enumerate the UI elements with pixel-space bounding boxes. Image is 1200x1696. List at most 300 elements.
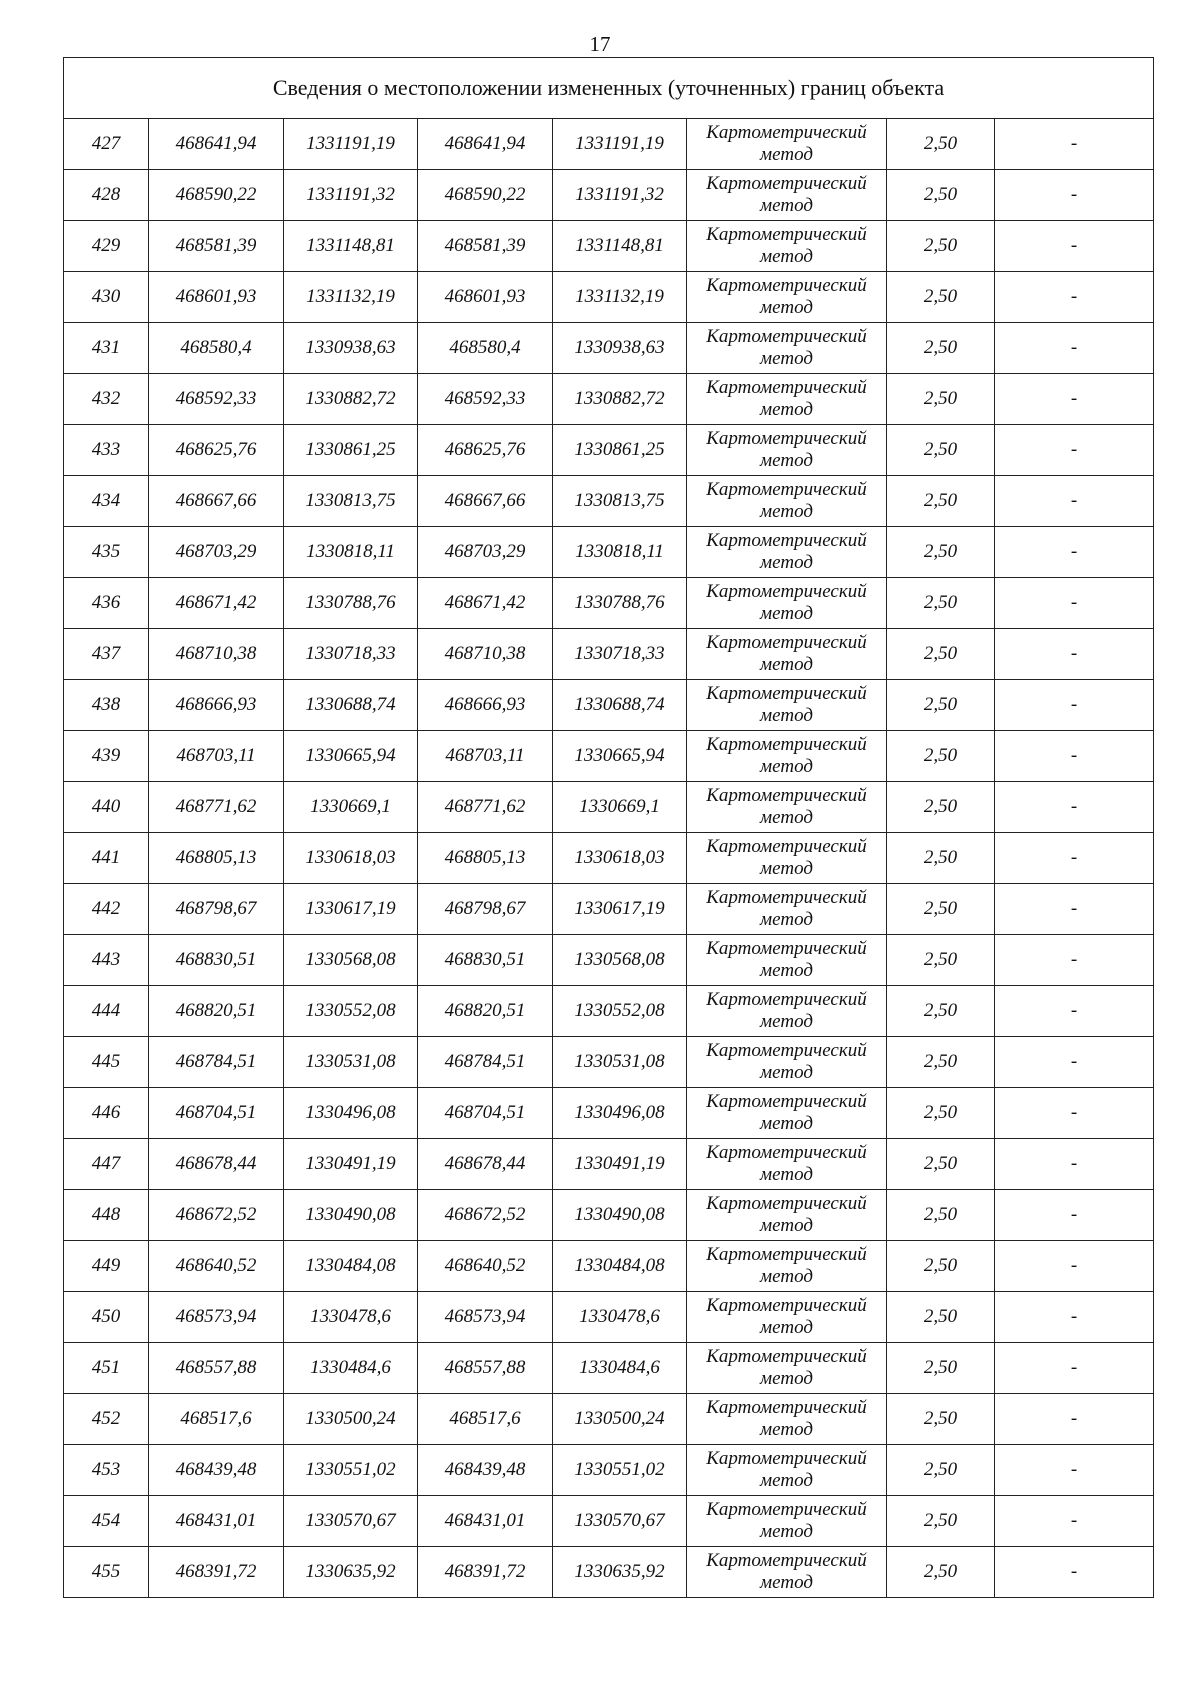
point-number-cell: 449 bbox=[64, 1241, 149, 1292]
table-row bbox=[64, 1445, 1154, 1496]
method-line-2: метод bbox=[760, 1470, 813, 1491]
point-number-cell: 440 bbox=[64, 782, 149, 833]
method-line-1: Картометрический bbox=[706, 938, 867, 959]
x-old-cell: 468641,94 bbox=[149, 119, 284, 170]
method-cell bbox=[687, 170, 887, 221]
method-line-2: метод bbox=[760, 858, 813, 879]
method-cell bbox=[687, 1394, 887, 1445]
y-new-cell: 1330484,6 bbox=[553, 1343, 687, 1394]
x-new-cell: 468678,44 bbox=[418, 1139, 553, 1190]
x-old-cell: 468704,51 bbox=[149, 1088, 284, 1139]
note-cell: - bbox=[995, 884, 1154, 935]
x-new-cell: 468820,51 bbox=[418, 986, 553, 1037]
method-line-1: Картометрический bbox=[706, 173, 867, 194]
y-old-cell: 1330478,6 bbox=[284, 1292, 418, 1343]
y-old-cell: 1330490,08 bbox=[284, 1190, 418, 1241]
point-number-cell: 430 bbox=[64, 272, 149, 323]
x-new-cell: 468581,39 bbox=[418, 221, 553, 272]
x-old-cell: 468439,48 bbox=[149, 1445, 284, 1496]
x-new-cell: 468805,13 bbox=[418, 833, 553, 884]
x-new-cell: 468830,51 bbox=[418, 935, 553, 986]
method-cell bbox=[687, 119, 887, 170]
method-line-2: метод bbox=[760, 552, 813, 573]
point-number-cell: 441 bbox=[64, 833, 149, 884]
x-new-cell: 468517,6 bbox=[418, 1394, 553, 1445]
accuracy-cell: 2,50 bbox=[887, 1292, 995, 1343]
point-number-cell: 438 bbox=[64, 680, 149, 731]
method-line-2: метод bbox=[760, 705, 813, 726]
y-new-cell: 1330568,08 bbox=[553, 935, 687, 986]
method-line-1: Картометрический bbox=[706, 224, 867, 245]
page-number: 17 bbox=[589, 32, 611, 56]
table-row bbox=[64, 629, 1154, 680]
accuracy-cell: 2,50 bbox=[887, 1088, 995, 1139]
x-new-cell: 468703,11 bbox=[418, 731, 553, 782]
method-cell bbox=[687, 935, 887, 986]
y-old-cell: 1330484,6 bbox=[284, 1343, 418, 1394]
method-line-1: Картометрический bbox=[706, 428, 867, 449]
method-line-2: метод bbox=[760, 246, 813, 267]
x-old-cell: 468830,51 bbox=[149, 935, 284, 986]
note-cell: - bbox=[995, 1190, 1154, 1241]
accuracy-cell: 2,50 bbox=[887, 1241, 995, 1292]
method-line-1: Картометрический bbox=[706, 275, 867, 296]
method-cell bbox=[687, 731, 887, 782]
x-old-cell: 468820,51 bbox=[149, 986, 284, 1037]
table-row bbox=[64, 1394, 1154, 1445]
x-new-cell: 468671,42 bbox=[418, 578, 553, 629]
y-new-cell: 1330570,67 bbox=[553, 1496, 687, 1547]
y-old-cell: 1330818,11 bbox=[284, 527, 418, 578]
y-new-cell: 1330813,75 bbox=[553, 476, 687, 527]
table-title: Сведения о местоположении измененных (уточненных) границ объекта bbox=[64, 58, 1154, 119]
point-number-cell: 447 bbox=[64, 1139, 149, 1190]
y-new-cell: 1330491,19 bbox=[553, 1139, 687, 1190]
method-line-2: метод bbox=[760, 960, 813, 981]
y-new-cell: 1330635,92 bbox=[553, 1547, 687, 1598]
note-cell: - bbox=[995, 272, 1154, 323]
method-line-2: метод bbox=[760, 1215, 813, 1236]
method-line-2: метод bbox=[760, 144, 813, 165]
method-line-2: метод bbox=[760, 297, 813, 318]
note-cell: - bbox=[995, 1547, 1154, 1598]
table-row bbox=[64, 272, 1154, 323]
point-number-cell: 428 bbox=[64, 170, 149, 221]
y-old-cell: 1330500,24 bbox=[284, 1394, 418, 1445]
table-row bbox=[64, 170, 1154, 221]
note-cell: - bbox=[995, 1496, 1154, 1547]
method-line-2: метод bbox=[760, 1164, 813, 1185]
x-old-cell: 468703,11 bbox=[149, 731, 284, 782]
method-line-1: Картометрический bbox=[706, 1550, 867, 1571]
point-number-cell: 452 bbox=[64, 1394, 149, 1445]
x-new-cell: 468625,76 bbox=[418, 425, 553, 476]
table-row bbox=[64, 476, 1154, 527]
method-line-1: Картометрический bbox=[706, 1244, 867, 1265]
accuracy-cell: 2,50 bbox=[887, 731, 995, 782]
method-line-2: метод bbox=[760, 1062, 813, 1083]
x-new-cell: 468391,72 bbox=[418, 1547, 553, 1598]
x-new-cell: 468784,51 bbox=[418, 1037, 553, 1088]
point-number-cell: 433 bbox=[64, 425, 149, 476]
point-number-cell: 431 bbox=[64, 323, 149, 374]
accuracy-cell: 2,50 bbox=[887, 1547, 995, 1598]
table-row bbox=[64, 986, 1154, 1037]
method-cell bbox=[687, 1496, 887, 1547]
note-cell: - bbox=[995, 1088, 1154, 1139]
method-cell bbox=[687, 629, 887, 680]
y-old-cell: 1330618,03 bbox=[284, 833, 418, 884]
x-old-cell: 468703,29 bbox=[149, 527, 284, 578]
x-new-cell: 468771,62 bbox=[418, 782, 553, 833]
y-old-cell: 1330570,67 bbox=[284, 1496, 418, 1547]
accuracy-cell: 2,50 bbox=[887, 833, 995, 884]
accuracy-cell: 2,50 bbox=[887, 680, 995, 731]
x-new-cell: 468704,51 bbox=[418, 1088, 553, 1139]
method-cell bbox=[687, 986, 887, 1037]
table-row bbox=[64, 119, 1154, 170]
method-line-2: метод bbox=[760, 654, 813, 675]
note-cell: - bbox=[995, 1394, 1154, 1445]
x-old-cell: 468671,42 bbox=[149, 578, 284, 629]
note-cell: - bbox=[995, 170, 1154, 221]
note-cell: - bbox=[995, 1292, 1154, 1343]
table-row bbox=[64, 1496, 1154, 1547]
method-line-1: Картометрический bbox=[706, 122, 867, 143]
y-old-cell: 1331191,19 bbox=[284, 119, 418, 170]
note-cell: - bbox=[995, 1445, 1154, 1496]
method-line-1: Картометрический bbox=[706, 1295, 867, 1316]
note-cell: - bbox=[995, 323, 1154, 374]
note-cell: - bbox=[995, 629, 1154, 680]
y-new-cell: 1330551,02 bbox=[553, 1445, 687, 1496]
accuracy-cell: 2,50 bbox=[887, 119, 995, 170]
x-new-cell: 468667,66 bbox=[418, 476, 553, 527]
table-row bbox=[64, 374, 1154, 425]
method-cell bbox=[687, 1190, 887, 1241]
y-old-cell: 1330491,19 bbox=[284, 1139, 418, 1190]
y-new-cell: 1330490,08 bbox=[553, 1190, 687, 1241]
y-old-cell: 1330813,75 bbox=[284, 476, 418, 527]
accuracy-cell: 2,50 bbox=[887, 1445, 995, 1496]
y-old-cell: 1330665,94 bbox=[284, 731, 418, 782]
x-old-cell: 468710,38 bbox=[149, 629, 284, 680]
x-old-cell: 468678,44 bbox=[149, 1139, 284, 1190]
method-line-2: метод bbox=[760, 195, 813, 216]
x-new-cell: 468710,38 bbox=[418, 629, 553, 680]
note-cell: - bbox=[995, 425, 1154, 476]
method-cell bbox=[687, 1292, 887, 1343]
table-row bbox=[64, 884, 1154, 935]
x-old-cell: 468640,52 bbox=[149, 1241, 284, 1292]
accuracy-cell: 2,50 bbox=[887, 323, 995, 374]
x-old-cell: 468573,94 bbox=[149, 1292, 284, 1343]
method-line-1: Картометрический bbox=[706, 1142, 867, 1163]
point-number-cell: 446 bbox=[64, 1088, 149, 1139]
y-old-cell: 1330551,02 bbox=[284, 1445, 418, 1496]
method-cell bbox=[687, 578, 887, 629]
note-cell: - bbox=[995, 782, 1154, 833]
point-number-cell: 450 bbox=[64, 1292, 149, 1343]
point-number-cell: 448 bbox=[64, 1190, 149, 1241]
accuracy-cell: 2,50 bbox=[887, 221, 995, 272]
point-number-cell: 429 bbox=[64, 221, 149, 272]
y-new-cell: 1330882,72 bbox=[553, 374, 687, 425]
x-old-cell: 468784,51 bbox=[149, 1037, 284, 1088]
y-new-cell: 1330718,33 bbox=[553, 629, 687, 680]
x-new-cell: 468672,52 bbox=[418, 1190, 553, 1241]
method-line-1: Картометрический bbox=[706, 1499, 867, 1520]
method-cell bbox=[687, 1139, 887, 1190]
point-number-cell: 442 bbox=[64, 884, 149, 935]
method-line-1: Картометрический bbox=[706, 785, 867, 806]
method-line-1: Картометрический bbox=[706, 1346, 867, 1367]
x-old-cell: 468391,72 bbox=[149, 1547, 284, 1598]
method-cell bbox=[687, 1445, 887, 1496]
table-row bbox=[64, 935, 1154, 986]
method-line-1: Картометрический bbox=[706, 1040, 867, 1061]
table-row bbox=[64, 425, 1154, 476]
x-old-cell: 468625,76 bbox=[149, 425, 284, 476]
y-old-cell: 1330718,33 bbox=[284, 629, 418, 680]
method-line-2: метод bbox=[760, 450, 813, 471]
note-cell: - bbox=[995, 731, 1154, 782]
x-old-cell: 468798,67 bbox=[149, 884, 284, 935]
method-line-2: метод bbox=[760, 399, 813, 420]
y-old-cell: 1330882,72 bbox=[284, 374, 418, 425]
method-cell bbox=[687, 476, 887, 527]
accuracy-cell: 2,50 bbox=[887, 1139, 995, 1190]
note-cell: - bbox=[995, 1241, 1154, 1292]
note-cell: - bbox=[995, 1343, 1154, 1394]
y-old-cell: 1330938,63 bbox=[284, 323, 418, 374]
y-old-cell: 1331148,81 bbox=[284, 221, 418, 272]
point-number-cell: 439 bbox=[64, 731, 149, 782]
point-number-cell: 436 bbox=[64, 578, 149, 629]
accuracy-cell: 2,50 bbox=[887, 1496, 995, 1547]
x-old-cell: 468672,52 bbox=[149, 1190, 284, 1241]
x-new-cell: 468431,01 bbox=[418, 1496, 553, 1547]
method-line-2: метод bbox=[760, 603, 813, 624]
x-old-cell: 468590,22 bbox=[149, 170, 284, 221]
y-old-cell: 1330688,74 bbox=[284, 680, 418, 731]
accuracy-cell: 2,50 bbox=[887, 527, 995, 578]
note-cell: - bbox=[995, 986, 1154, 1037]
table-row bbox=[64, 731, 1154, 782]
method-cell bbox=[687, 1241, 887, 1292]
x-new-cell: 468557,88 bbox=[418, 1343, 553, 1394]
method-line-2: метод bbox=[760, 909, 813, 930]
x-new-cell: 468703,29 bbox=[418, 527, 553, 578]
x-new-cell: 468439,48 bbox=[418, 1445, 553, 1496]
y-new-cell: 1331191,32 bbox=[553, 170, 687, 221]
method-cell bbox=[687, 833, 887, 884]
method-line-1: Картометрический bbox=[706, 1448, 867, 1469]
y-old-cell: 1330861,25 bbox=[284, 425, 418, 476]
method-line-2: метод bbox=[760, 1521, 813, 1542]
table-row bbox=[64, 1292, 1154, 1343]
accuracy-cell: 2,50 bbox=[887, 782, 995, 833]
table-row bbox=[64, 1088, 1154, 1139]
table-row bbox=[64, 680, 1154, 731]
x-new-cell: 468666,93 bbox=[418, 680, 553, 731]
method-line-1: Картометрический bbox=[706, 479, 867, 500]
x-new-cell: 468641,94 bbox=[418, 119, 553, 170]
x-new-cell: 468592,33 bbox=[418, 374, 553, 425]
table-row bbox=[64, 782, 1154, 833]
y-new-cell: 1330617,19 bbox=[553, 884, 687, 935]
y-new-cell: 1330861,25 bbox=[553, 425, 687, 476]
accuracy-cell: 2,50 bbox=[887, 578, 995, 629]
method-cell bbox=[687, 221, 887, 272]
accuracy-cell: 2,50 bbox=[887, 476, 995, 527]
point-number-cell: 454 bbox=[64, 1496, 149, 1547]
method-cell bbox=[687, 1343, 887, 1394]
x-old-cell: 468667,66 bbox=[149, 476, 284, 527]
method-line-1: Картометрический bbox=[706, 734, 867, 755]
method-line-1: Картометрический bbox=[706, 683, 867, 704]
method-line-1: Картометрический bbox=[706, 1397, 867, 1418]
method-line-1: Картометрический bbox=[706, 377, 867, 398]
y-new-cell: 1330688,74 bbox=[553, 680, 687, 731]
method-line-1: Картометрический bbox=[706, 836, 867, 857]
note-cell: - bbox=[995, 119, 1154, 170]
x-old-cell: 468517,6 bbox=[149, 1394, 284, 1445]
method-line-1: Картометрический bbox=[706, 632, 867, 653]
accuracy-cell: 2,50 bbox=[887, 986, 995, 1037]
point-number-cell: 451 bbox=[64, 1343, 149, 1394]
note-cell: - bbox=[995, 1139, 1154, 1190]
table-row bbox=[64, 323, 1154, 374]
y-old-cell: 1330568,08 bbox=[284, 935, 418, 986]
table-row bbox=[64, 1190, 1154, 1241]
method-cell bbox=[687, 782, 887, 833]
y-new-cell: 1330618,03 bbox=[553, 833, 687, 884]
accuracy-cell: 2,50 bbox=[887, 935, 995, 986]
method-cell bbox=[687, 323, 887, 374]
method-line-1: Картометрический bbox=[706, 887, 867, 908]
y-old-cell: 1330617,19 bbox=[284, 884, 418, 935]
point-number-cell: 443 bbox=[64, 935, 149, 986]
accuracy-cell: 2,50 bbox=[887, 1343, 995, 1394]
boundary-coordinates-table bbox=[63, 57, 1154, 1598]
point-number-cell: 444 bbox=[64, 986, 149, 1037]
accuracy-cell: 2,50 bbox=[887, 374, 995, 425]
x-old-cell: 468557,88 bbox=[149, 1343, 284, 1394]
method-line-1: Картометрический bbox=[706, 1193, 867, 1214]
y-new-cell: 1330788,76 bbox=[553, 578, 687, 629]
x-old-cell: 468431,01 bbox=[149, 1496, 284, 1547]
method-line-2: метод bbox=[760, 1317, 813, 1338]
note-cell: - bbox=[995, 374, 1154, 425]
point-number-cell: 432 bbox=[64, 374, 149, 425]
accuracy-cell: 2,50 bbox=[887, 1037, 995, 1088]
method-line-1: Картометрический bbox=[706, 581, 867, 602]
y-old-cell: 1330552,08 bbox=[284, 986, 418, 1037]
y-new-cell: 1330669,1 bbox=[553, 782, 687, 833]
table-row bbox=[64, 221, 1154, 272]
method-line-2: метод bbox=[760, 501, 813, 522]
x-old-cell: 468771,62 bbox=[149, 782, 284, 833]
x-new-cell: 468573,94 bbox=[418, 1292, 553, 1343]
method-line-2: метод bbox=[760, 1266, 813, 1287]
y-old-cell: 1330635,92 bbox=[284, 1547, 418, 1598]
point-number-cell: 453 bbox=[64, 1445, 149, 1496]
x-new-cell: 468580,4 bbox=[418, 323, 553, 374]
method-cell bbox=[687, 527, 887, 578]
x-old-cell: 468581,39 bbox=[149, 221, 284, 272]
y-new-cell: 1331191,19 bbox=[553, 119, 687, 170]
x-old-cell: 468601,93 bbox=[149, 272, 284, 323]
table-row bbox=[64, 1343, 1154, 1394]
table-row bbox=[64, 527, 1154, 578]
y-old-cell: 1330484,08 bbox=[284, 1241, 418, 1292]
point-number-cell: 437 bbox=[64, 629, 149, 680]
note-cell: - bbox=[995, 221, 1154, 272]
note-cell: - bbox=[995, 476, 1154, 527]
method-line-2: метод bbox=[760, 807, 813, 828]
method-line-2: метод bbox=[760, 756, 813, 777]
y-new-cell: 1330531,08 bbox=[553, 1037, 687, 1088]
method-line-1: Картометрический bbox=[706, 326, 867, 347]
y-new-cell: 1330478,6 bbox=[553, 1292, 687, 1343]
point-number-cell: 435 bbox=[64, 527, 149, 578]
accuracy-cell: 2,50 bbox=[887, 884, 995, 935]
y-old-cell: 1330788,76 bbox=[284, 578, 418, 629]
method-cell bbox=[687, 272, 887, 323]
method-cell bbox=[687, 680, 887, 731]
method-line-2: метод bbox=[760, 1113, 813, 1134]
note-cell: - bbox=[995, 1037, 1154, 1088]
y-new-cell: 1330665,94 bbox=[553, 731, 687, 782]
x-old-cell: 468666,93 bbox=[149, 680, 284, 731]
x-new-cell: 468798,67 bbox=[418, 884, 553, 935]
method-line-2: метод bbox=[760, 1368, 813, 1389]
y-new-cell: 1330552,08 bbox=[553, 986, 687, 1037]
method-cell bbox=[687, 1547, 887, 1598]
method-line-1: Картометрический bbox=[706, 1091, 867, 1112]
y-old-cell: 1330669,1 bbox=[284, 782, 418, 833]
y-new-cell: 1330938,63 bbox=[553, 323, 687, 374]
method-line-2: метод bbox=[760, 1572, 813, 1593]
y-new-cell: 1330496,08 bbox=[553, 1088, 687, 1139]
x-new-cell: 468590,22 bbox=[418, 170, 553, 221]
accuracy-cell: 2,50 bbox=[887, 170, 995, 221]
accuracy-cell: 2,50 bbox=[887, 272, 995, 323]
method-line-2: метод bbox=[760, 348, 813, 369]
y-old-cell: 1330496,08 bbox=[284, 1088, 418, 1139]
note-cell: - bbox=[995, 680, 1154, 731]
accuracy-cell: 2,50 bbox=[887, 1190, 995, 1241]
y-new-cell: 1331148,81 bbox=[553, 221, 687, 272]
method-cell bbox=[687, 1037, 887, 1088]
method-line-1: Картометрический bbox=[706, 989, 867, 1010]
table-row bbox=[64, 1037, 1154, 1088]
y-new-cell: 1330500,24 bbox=[553, 1394, 687, 1445]
point-number-cell: 427 bbox=[64, 119, 149, 170]
point-number-cell: 455 bbox=[64, 1547, 149, 1598]
note-cell: - bbox=[995, 578, 1154, 629]
note-cell: - bbox=[995, 833, 1154, 884]
note-cell: - bbox=[995, 527, 1154, 578]
x-old-cell: 468592,33 bbox=[149, 374, 284, 425]
x-new-cell: 468640,52 bbox=[418, 1241, 553, 1292]
method-line-2: метод bbox=[760, 1419, 813, 1440]
note-cell: - bbox=[995, 935, 1154, 986]
method-cell bbox=[687, 1088, 887, 1139]
accuracy-cell: 2,50 bbox=[887, 629, 995, 680]
point-number-cell: 434 bbox=[64, 476, 149, 527]
